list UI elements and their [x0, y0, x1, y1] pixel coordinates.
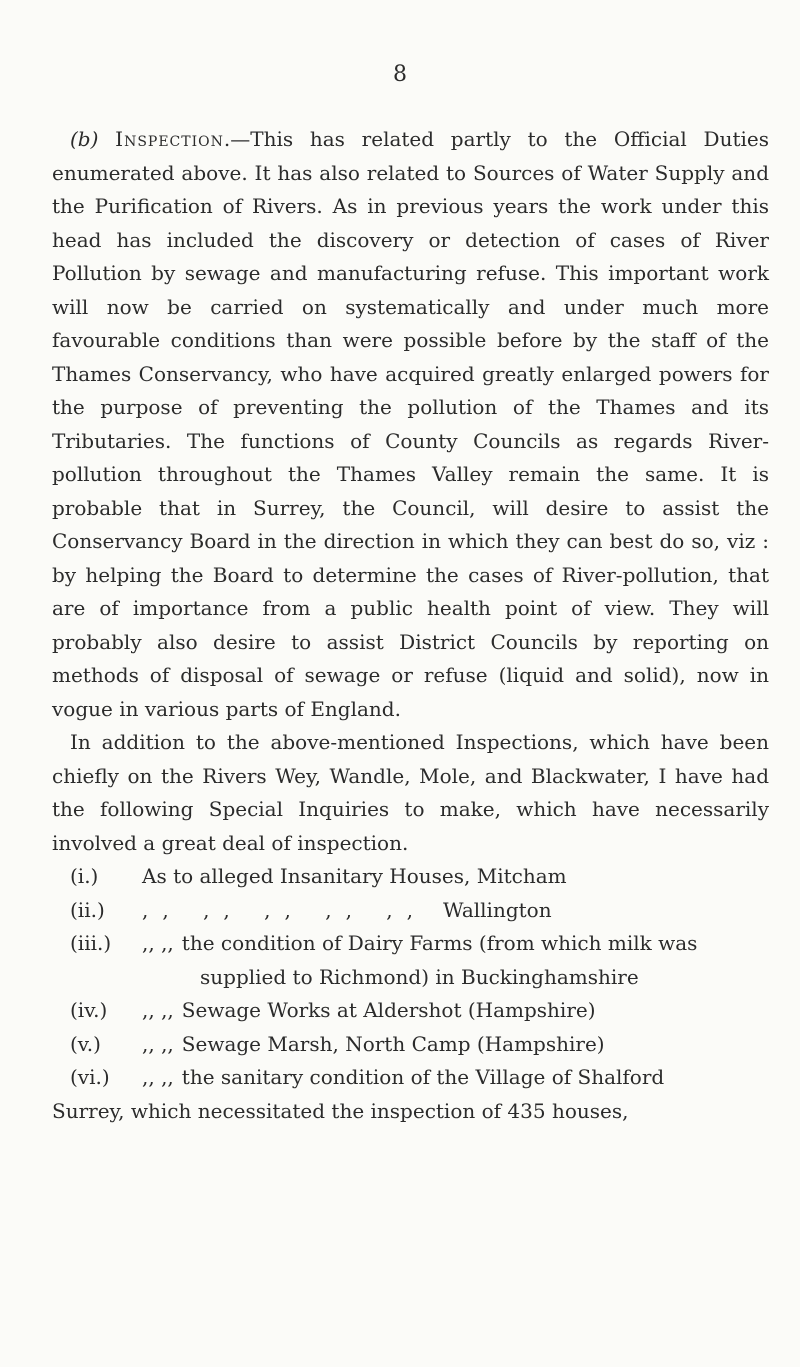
- item-text: Sewage Works at Aldershot (Hampshire): [181, 998, 596, 1022]
- inquiries-list: [52, 860, 769, 1128]
- list-item: [52, 894, 769, 928]
- item-number: (ii.): [70, 897, 105, 922]
- section-heading: Inspection: [115, 127, 224, 151]
- item-continuation: supplied to Richmond) in Buckinghamshire: [200, 964, 639, 989]
- item-number: (iv.): [70, 998, 108, 1022]
- ditto-marks: ,, ,, ,, ,, ,,: [142, 897, 428, 922]
- item-text: Wallington: [443, 897, 552, 922]
- ditto-marks: ,, ,,: [142, 998, 174, 1022]
- item-number: (i.): [70, 864, 99, 888]
- section-heading-dash: .—: [223, 127, 251, 151]
- item-continuation: Surrey, which necessitated the inspection of 435 houses,: [52, 1098, 629, 1123]
- item-number: (v.): [70, 1031, 101, 1056]
- item-text: Sewage Marsh, North Camp (Hampshire): [181, 1031, 605, 1056]
- ditto-marks: ,, ,,: [142, 931, 174, 955]
- paragraph-addition: In addition to the above-mentioned Inspections, which have been chiefly on the Rivers Wey, Wandle, Mole, and Blackwater, I have had the following Special Inquiries to make, which have necessarily involved a great deal of inspection.: [52, 730, 769, 855]
- item-number: (iii.): [70, 931, 112, 955]
- page-number: 8: [393, 62, 407, 87]
- ditto-marks: ,, ,,: [142, 1065, 174, 1089]
- item-number: (vi.): [70, 1065, 110, 1089]
- list-item: [52, 994, 769, 1028]
- list-item: [52, 1061, 769, 1095]
- paragraph-inspection: [52, 123, 769, 726]
- document-body: [52, 123, 769, 1128]
- list-item: [52, 1028, 769, 1062]
- list-item: [52, 927, 769, 961]
- section-marker: (b): [70, 127, 99, 151]
- paragraph-1-text: This has related partly to the Official Duties enumerated above. It has also related to Sources of Water Supply and the Purification of Rivers. As in previous years the work under this head has included the discovery or detection of cases of River Pollution by sewage and manufacturing refuse. This important work will now be carried on systematically and under much more favourable conditions than were possible before by the staff of the Thames Conservancy, who have acquired greatly enlarged powers for the purpose of preventing the pollution of the Thames and its Tributaries. The functions of County Councils as regards River-pollution throughout the Thames Valley remain the same. It is probable that in Surrey, the Council, will desire to assist the Conservancy Board in the direction in which they can best do so, viz : by helping the Board to determine the cases of River-pollution, that are of importance from a public health point of view. They will probably also desire to assist District Councils by reporting on methods of disposal of sewage or refuse (liquid and solid), now in vogue in various parts of England.: [52, 127, 769, 721]
- item-text: the sanitary condition of the Village of Shalford: [181, 1065, 665, 1089]
- list-item: [52, 860, 769, 894]
- item-text: As to alleged Insanitary Houses, Mitcham: [142, 864, 567, 888]
- ditto-marks: ,, ,,: [142, 1031, 174, 1056]
- item-text: the condition of Dairy Farms (from which milk was: [181, 931, 698, 955]
